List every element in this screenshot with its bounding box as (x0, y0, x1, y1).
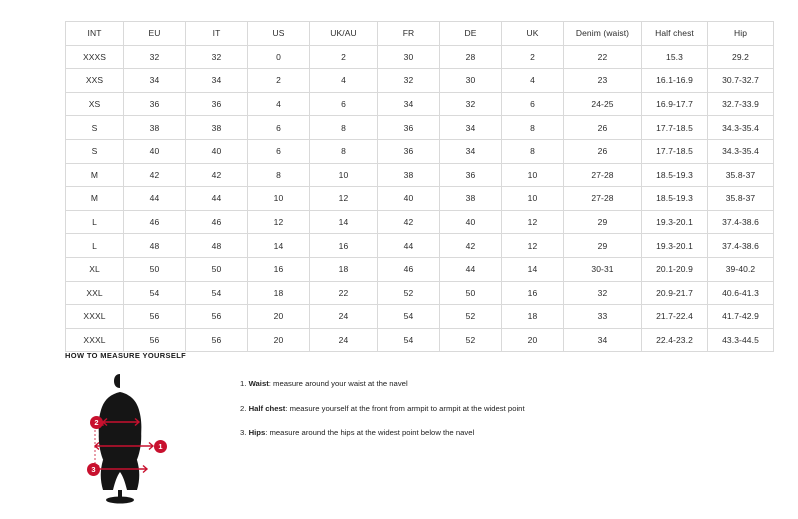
how-to-measure-title: HOW TO MEASURE YOURSELF (65, 351, 187, 360)
cell-fr: 40 (378, 187, 440, 211)
step-number: 3. (240, 428, 247, 438)
measure-steps-list (240, 380, 525, 454)
cell-half-chest: 22.4-23.2 (642, 328, 708, 352)
cell-uk: 10 (502, 187, 564, 211)
cell-uk: 4 (502, 69, 564, 93)
cell-de: 32 (440, 92, 502, 116)
cell-int: S (66, 116, 124, 140)
cell-fr: 46 (378, 257, 440, 281)
mannequin-illustration (65, 370, 185, 505)
column-header-int: INT (66, 22, 124, 46)
cell-uk: 12 (502, 210, 564, 234)
cell-denim-waist: 23 (564, 69, 642, 93)
cell-denim-waist: 33 (564, 305, 642, 329)
size-conversion-table (65, 21, 774, 352)
cell-hip: 32.7-33.9 (708, 92, 774, 116)
cell-it: 42 (186, 163, 248, 187)
cell-fr: 36 (378, 139, 440, 163)
table-row (66, 328, 774, 352)
cell-fr: 52 (378, 281, 440, 305)
cell-int: XXXS (66, 45, 124, 69)
cell-us: 2 (248, 69, 310, 93)
cell-uk: 10 (502, 163, 564, 187)
cell-hip: 41.7-42.9 (708, 305, 774, 329)
cell-de: 28 (440, 45, 502, 69)
cell-fr: 30 (378, 45, 440, 69)
table-row (66, 281, 774, 305)
cell-denim-waist: 26 (564, 116, 642, 140)
step-number: 1. (240, 379, 247, 388)
cell-eu: 38 (124, 116, 186, 140)
cell-fr: 38 (378, 163, 440, 187)
cell-fr: 36 (378, 116, 440, 140)
table-row (66, 139, 774, 163)
column-header-denim-waist: Denim (waist) (564, 22, 642, 46)
cell-eu: 44 (124, 187, 186, 211)
cell-uk-au: 22 (310, 281, 378, 305)
cell-int: S (66, 139, 124, 163)
measurement-figure (65, 370, 185, 505)
step-number: 2. (240, 403, 247, 413)
cell-int: XS (66, 92, 124, 116)
cell-it: 44 (186, 187, 248, 211)
step-term: Waist (248, 379, 269, 388)
column-header-de: DE (440, 22, 502, 46)
cell-eu: 54 (124, 281, 186, 305)
table-row (66, 234, 774, 258)
cell-de: 44 (440, 257, 502, 281)
cell-denim-waist: 27-28 (564, 163, 642, 187)
cell-it: 56 (186, 305, 248, 329)
cell-denim-waist: 24-25 (564, 92, 642, 116)
cell-fr: 42 (378, 210, 440, 234)
step-text: : measure yourself at the front from armpit to armpit at the widest point (285, 403, 525, 413)
column-header-eu: EU (124, 22, 186, 46)
size-table-container (65, 21, 759, 352)
cell-uk: 8 (502, 116, 564, 140)
cell-de: 36 (440, 163, 502, 187)
cell-denim-waist: 22 (564, 45, 642, 69)
cell-uk: 2 (502, 45, 564, 69)
cell-uk-au: 10 (310, 163, 378, 187)
cell-de: 40 (440, 210, 502, 234)
cell-denim-waist: 27-28 (564, 187, 642, 211)
cell-uk-au: 24 (310, 328, 378, 352)
cell-int: L (66, 234, 124, 258)
table-row (66, 163, 774, 187)
cell-denim-waist: 30-31 (564, 257, 642, 281)
cell-fr: 44 (378, 234, 440, 258)
cell-int: M (66, 187, 124, 211)
column-header-uk-au: UK/AU (310, 22, 378, 46)
cell-us: 12 (248, 210, 310, 234)
table-row (66, 69, 774, 93)
cell-us: 14 (248, 234, 310, 258)
cell-hip: 29.2 (708, 45, 774, 69)
cell-it: 40 (186, 139, 248, 163)
table-row (66, 45, 774, 69)
cell-it: 50 (186, 257, 248, 281)
step-term: Half chest (248, 403, 286, 413)
cell-denim-waist: 29 (564, 210, 642, 234)
cell-it: 56 (186, 328, 248, 352)
cell-it: 48 (186, 234, 248, 258)
cell-eu: 36 (124, 92, 186, 116)
cell-uk: 20 (502, 328, 564, 352)
cell-denim-waist: 34 (564, 328, 642, 352)
cell-int: XXS (66, 69, 124, 93)
cell-uk-au: 4 (310, 69, 378, 93)
cell-eu: 48 (124, 234, 186, 258)
cell-uk-au: 14 (310, 210, 378, 234)
cell-half-chest: 17.7-18.5 (642, 139, 708, 163)
column-header-half-chest: Half chest (642, 22, 708, 46)
how-to-measure-section (65, 351, 765, 505)
measure-badge-hips: 3 (87, 463, 100, 476)
cell-it: 32 (186, 45, 248, 69)
column-header-fr: FR (378, 22, 440, 46)
cell-fr: 34 (378, 92, 440, 116)
cell-us: 16 (248, 257, 310, 281)
cell-us: 6 (248, 116, 310, 140)
cell-hip: 34.3-35.4 (708, 116, 774, 140)
cell-denim-waist: 32 (564, 281, 642, 305)
cell-half-chest: 21.7-22.4 (642, 305, 708, 329)
cell-de: 34 (440, 139, 502, 163)
cell-eu: 42 (124, 163, 186, 187)
cell-half-chest: 18.5-19.3 (642, 163, 708, 187)
cell-it: 36 (186, 92, 248, 116)
cell-it: 54 (186, 281, 248, 305)
cell-half-chest: 19.3-20.1 (642, 234, 708, 258)
cell-us: 0 (248, 45, 310, 69)
cell-int: M (66, 163, 124, 187)
mannequin-stand-base (106, 497, 134, 504)
measure-step-hips (240, 429, 525, 437)
table-row (66, 305, 774, 329)
cell-de: 52 (440, 328, 502, 352)
cell-de: 38 (440, 187, 502, 211)
table-row (66, 92, 774, 116)
cell-uk-au: 8 (310, 139, 378, 163)
cell-uk-au: 6 (310, 92, 378, 116)
cell-it: 38 (186, 116, 248, 140)
cell-uk: 14 (502, 257, 564, 281)
table-header-row (66, 22, 774, 46)
cell-uk-au: 24 (310, 305, 378, 329)
step-text: : measure around your waist at the navel (268, 379, 408, 388)
cell-eu: 34 (124, 69, 186, 93)
cell-hip: 34.3-35.4 (708, 139, 774, 163)
cell-hip: 39-40.2 (708, 257, 774, 281)
cell-hip: 35.8-37 (708, 187, 774, 211)
cell-half-chest: 19.3-20.1 (642, 210, 708, 234)
cell-int: XXXL (66, 328, 124, 352)
cell-hip: 35.8-37 (708, 163, 774, 187)
cell-half-chest: 20.1-20.9 (642, 257, 708, 281)
cell-half-chest: 16.1-16.9 (642, 69, 708, 93)
cell-int: XXXL (66, 305, 124, 329)
table-row (66, 210, 774, 234)
cell-fr: 54 (378, 305, 440, 329)
measure-badge-half-chest: 2 (90, 416, 103, 429)
cell-hip: 40.6-41.3 (708, 281, 774, 305)
cell-denim-waist: 26 (564, 139, 642, 163)
cell-int: XXL (66, 281, 124, 305)
cell-uk-au: 2 (310, 45, 378, 69)
cell-eu: 32 (124, 45, 186, 69)
cell-half-chest: 18.5-19.3 (642, 187, 708, 211)
cell-uk-au: 18 (310, 257, 378, 281)
cell-fr: 32 (378, 69, 440, 93)
cell-eu: 46 (124, 210, 186, 234)
cell-int: XL (66, 257, 124, 281)
cell-eu: 56 (124, 305, 186, 329)
measure-badge-waist: 1 (154, 440, 167, 453)
cell-de: 50 (440, 281, 502, 305)
step-text: : measure around the hips at the widest point below the navel (265, 428, 475, 438)
column-header-uk: UK (502, 22, 564, 46)
measure-step-waist (240, 380, 525, 388)
cell-uk-au: 8 (310, 116, 378, 140)
cell-hip: 37.4-38.6 (708, 210, 774, 234)
column-header-hip: Hip (708, 22, 774, 46)
cell-half-chest: 20.9-21.7 (642, 281, 708, 305)
column-header-us: US (248, 22, 310, 46)
table-row (66, 116, 774, 140)
cell-uk: 12 (502, 234, 564, 258)
cell-eu: 50 (124, 257, 186, 281)
cell-denim-waist: 29 (564, 234, 642, 258)
cell-us: 20 (248, 328, 310, 352)
cell-de: 34 (440, 116, 502, 140)
cell-de: 42 (440, 234, 502, 258)
cell-de: 30 (440, 69, 502, 93)
column-header-it: IT (186, 22, 248, 46)
table-row (66, 187, 774, 211)
cell-eu: 40 (124, 139, 186, 163)
cell-hip: 30.7-32.7 (708, 69, 774, 93)
cell-uk: 16 (502, 281, 564, 305)
cell-eu: 56 (124, 328, 186, 352)
table-row (66, 257, 774, 281)
cell-half-chest: 17.7-18.5 (642, 116, 708, 140)
cell-uk: 18 (502, 305, 564, 329)
step-term: Hips (248, 428, 266, 438)
cell-us: 6 (248, 139, 310, 163)
cell-hip: 43.3-44.5 (708, 328, 774, 352)
cell-int: L (66, 210, 124, 234)
measure-step-half-chest (240, 405, 525, 413)
cell-de: 52 (440, 305, 502, 329)
mannequin-hips (101, 460, 140, 490)
cell-uk: 8 (502, 139, 564, 163)
cell-uk-au: 16 (310, 234, 378, 258)
cell-it: 34 (186, 69, 248, 93)
cell-us: 10 (248, 187, 310, 211)
cell-us: 4 (248, 92, 310, 116)
cell-half-chest: 16.9-17.7 (642, 92, 708, 116)
how-to-measure-body (65, 370, 765, 505)
cell-half-chest: 15.3 (642, 45, 708, 69)
cell-uk-au: 12 (310, 187, 378, 211)
cell-it: 46 (186, 210, 248, 234)
cell-hip: 37.4-38.6 (708, 234, 774, 258)
cell-uk: 6 (502, 92, 564, 116)
cell-us: 8 (248, 163, 310, 187)
cell-us: 18 (248, 281, 310, 305)
cell-us: 20 (248, 305, 310, 329)
cell-fr: 54 (378, 328, 440, 352)
